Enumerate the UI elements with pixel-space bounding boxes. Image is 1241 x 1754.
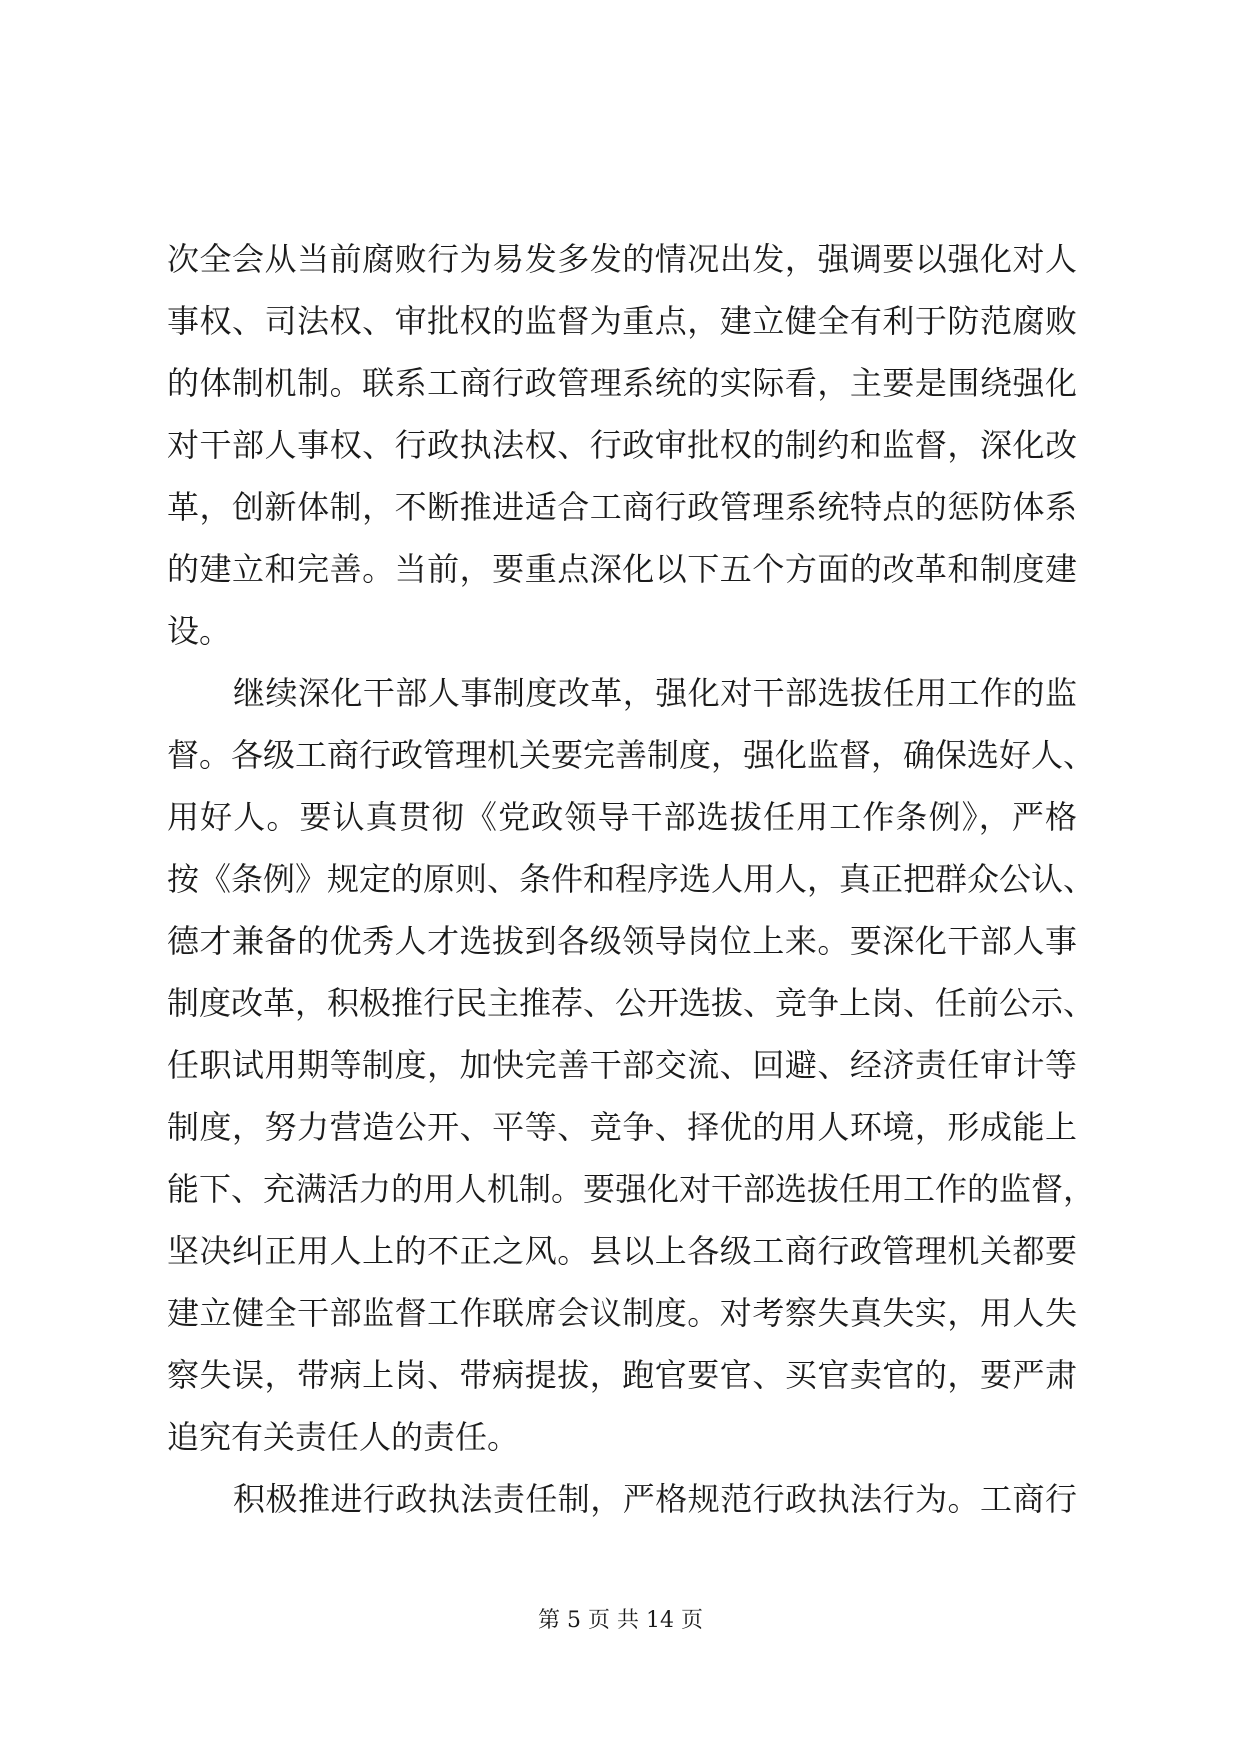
text-line: 建立健全干部监督工作联席会议制度。对考察失真失实，用人失 — [167, 1294, 1077, 1332]
text-line: 对干部人事权、行政执法权、行政审批权的制约和监督，深化改 — [167, 426, 1077, 464]
text-line: 积极推进行政执法责任制，严格规范行政执法行为。工商行 — [233, 1480, 1077, 1518]
text-line: 继续深化干部人事制度改革，强化对干部选拔任用工作的监 — [233, 674, 1077, 712]
body-text — [167, 228, 1096, 1530]
text-line: 督。各级工商行政管理机关要完善制度，强化监督，确保选好人、 — [167, 736, 1096, 774]
text-line: 追究有关责任人的责任。 — [167, 1418, 520, 1456]
text-line: 察失误，带病上岗、带病提拔，跑官要官、买官卖官的，要严肃 — [167, 1356, 1077, 1394]
text-line: 用好人。要认真贯彻《党政领导干部选拔任用工作条例》，严格 — [167, 798, 1077, 836]
text-line: 次全会从当前腐败行为易发多发的情况出发，强调要以强化对人 — [167, 240, 1077, 278]
text-line: 的体制机制。联系工商行政管理系统的实际看，主要是围绕强化 — [167, 364, 1077, 402]
text-line: 制度改革，积极推行民主推荐、公开选拔、竞争上岗、任前公示、 — [167, 984, 1096, 1022]
text-line: 坚决纠正用人上的不正之风。县以上各级工商行政管理机关都要 — [167, 1232, 1077, 1270]
text-line: 能下、充满活力的用人机制。要强化对干部选拔任用工作的监督， — [167, 1170, 1096, 1208]
text-line: 的建立和完善。当前，要重点深化以下五个方面的改革和制度建 — [167, 550, 1077, 588]
page-footer: 第 5 页 共 14 页 — [538, 1608, 703, 1633]
text-line: 革，创新体制，不断推进适合工商行政管理系统特点的惩防体系 — [167, 488, 1077, 526]
text-line: 任职试用期等制度，加快完善干部交流、回避、经济责任审计等 — [167, 1046, 1077, 1084]
text-line: 事权、司法权、审批权的监督为重点，建立健全有利于防范腐败 — [167, 302, 1077, 340]
text-line: 制度，努力营造公开、平等、竞争、择优的用人环境，形成能上 — [167, 1108, 1077, 1146]
text-line: 德才兼备的优秀人才选拔到各级领导岗位上来。要深化干部人事 — [167, 922, 1077, 960]
text-line: 设。 — [167, 612, 232, 650]
text-line: 按《条例》规定的原则、条件和程序选人用人，真正把群众公认、 — [167, 860, 1096, 898]
